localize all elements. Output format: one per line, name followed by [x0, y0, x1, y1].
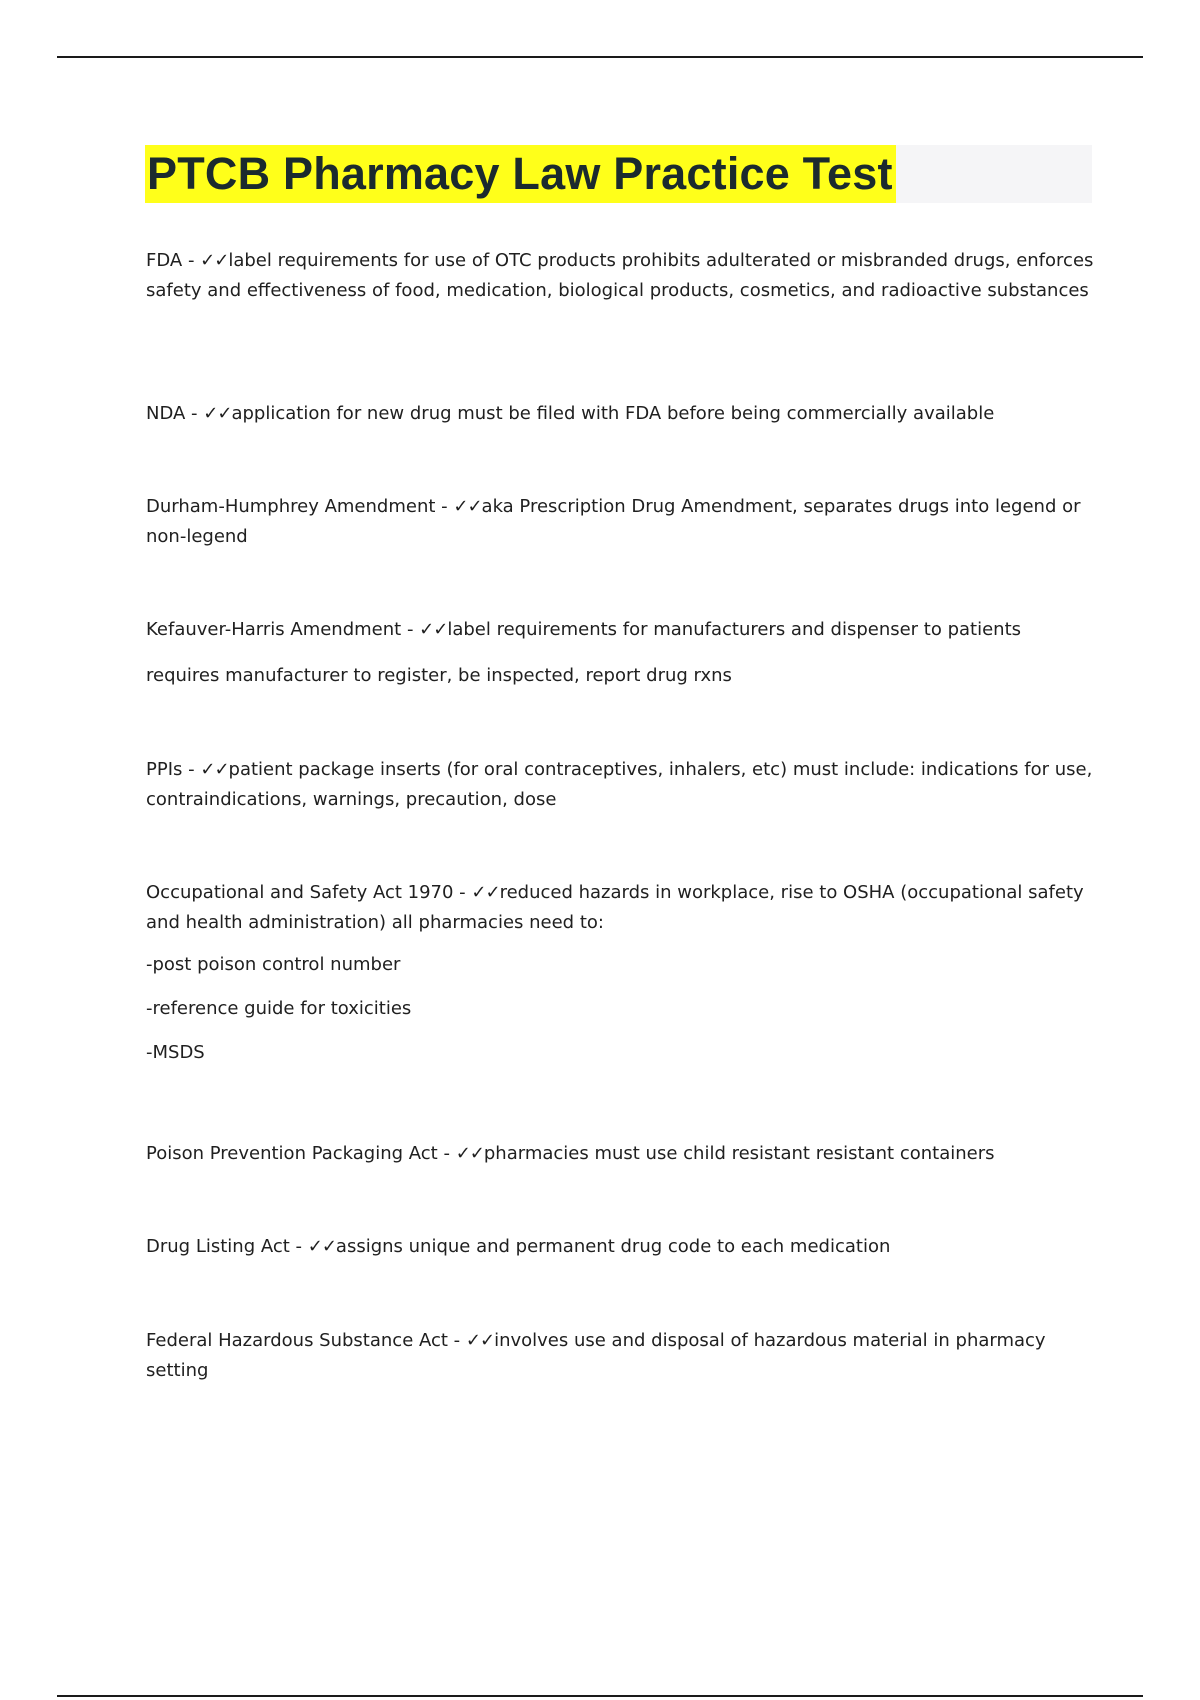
entry-kefauver-harris: [146, 615, 1096, 691]
double-check-icon: ✓✓: [471, 882, 500, 903]
entry-separator: -: [453, 882, 472, 903]
double-check-icon: ✓✓: [419, 619, 448, 640]
entry-fda: [146, 246, 1096, 306]
entry-nda: [146, 399, 1096, 429]
entry-poison-prevention: [146, 1139, 1096, 1169]
bottom-rule: [57, 1695, 1143, 1697]
page-title: PTCB Pharmacy Law Practice Test: [145, 145, 896, 203]
list-item: -MSDS: [146, 1042, 205, 1063]
double-check-icon: ✓✓: [453, 496, 482, 517]
double-check-icon: ✓✓: [307, 1236, 336, 1257]
entry-term: Drug Listing Act: [146, 1236, 290, 1257]
double-check-icon: ✓✓: [455, 1143, 484, 1164]
entry-durham-humphrey: [146, 492, 1096, 552]
entry-separator: -: [182, 759, 201, 780]
entry-definition: pharmacies must use child resistant resistant containers: [483, 1143, 995, 1164]
entry-occupational-safety-act: [146, 878, 1096, 1068]
entry-definition: assigns unique and permanent drug code to each medication: [335, 1236, 891, 1257]
entry-separator: -: [437, 1143, 456, 1164]
entry-separator: -: [401, 619, 420, 640]
double-check-icon: ✓✓: [200, 759, 229, 780]
list-item: -post poison control number: [146, 954, 401, 975]
entry-extra: requires manufacturer to register, be inspected, report drug rxns: [146, 665, 732, 686]
entry-term: NDA: [146, 403, 186, 424]
entry-separator: -: [435, 496, 454, 517]
entry-definition: aka Prescription Drug Amendment, separates drugs into legend or non-legend: [146, 496, 1081, 547]
double-check-icon: ✓✓: [465, 1330, 495, 1351]
requirement-list: [146, 950, 1096, 1068]
entry-separator: -: [447, 1330, 466, 1351]
entry-definition: involves use and disposal of hazardous material in pharmacy setting: [146, 1330, 1046, 1381]
entry-separator: -: [289, 1236, 308, 1257]
entry-term: Federal Hazardous Substance Act: [146, 1330, 448, 1351]
entry-definition: application for new drug must be filed with FDA before being commercially available: [231, 403, 995, 424]
entry-term: Occupational and Safety Act 1970: [146, 882, 454, 903]
entry-term: Kefauver-Harris Amendment: [146, 619, 402, 640]
entry-drug-listing: [146, 1232, 1096, 1262]
entry-definition: label requirements for use of OTC products prohibits adulterated or misbranded drugs, enforces safety and effectiveness of food, medication, biological products, cosmetics, and radioactive substances: [146, 250, 1094, 301]
entry-term: Poison Prevention Packaging Act: [146, 1143, 438, 1164]
entry-separator: -: [182, 250, 201, 271]
entry-definition: label requirements for manufacturers and dispenser to patients: [447, 619, 1022, 640]
double-check-icon: ✓✓: [200, 250, 229, 271]
entry-ppis: [146, 755, 1096, 815]
entry-term: FDA: [146, 250, 183, 271]
entry-federal-hazardous: [146, 1326, 1096, 1386]
entry-term: Durham-Humphrey Amendment: [146, 496, 436, 517]
list-item: -reference guide for toxicities: [146, 998, 412, 1019]
entry-separator: -: [185, 403, 204, 424]
double-check-icon: ✓✓: [203, 403, 232, 424]
top-rule: [57, 56, 1143, 58]
entry-term: PPIs: [146, 759, 183, 780]
entry-definition: patient package inserts (for oral contraceptives, inhalers, etc) must include: indications for use, contraindications, warnings, precaution, dose: [146, 759, 1093, 810]
entry-definition: reduced hazards in workplace, rise to OSHA (occupational safety and health administration) all pharmacies need to:: [146, 882, 1084, 933]
